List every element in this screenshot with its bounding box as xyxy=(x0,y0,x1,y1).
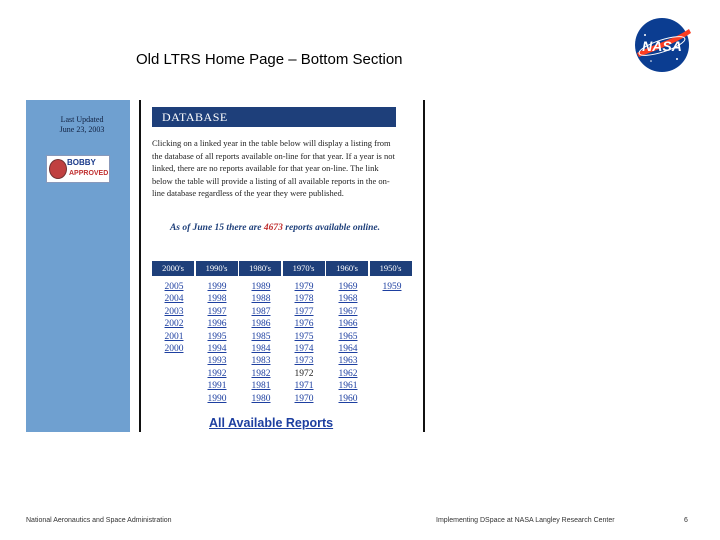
year-link-1993[interactable]: 1993 xyxy=(207,356,227,367)
last-updated xyxy=(36,115,128,135)
divider-left xyxy=(139,100,141,432)
bobby-face-icon xyxy=(49,159,67,179)
database-intro: Clicking on a linked year in the table below will display a listing from the database of all reports available on-line for that year. If a year is not linked, there are no reports available for that year on-line. The link below the table will provide a listing of all available reports in the on-line database regardless of the year they were published. xyxy=(152,138,395,198)
year-link-1959[interactable]: 1959 xyxy=(382,282,402,292)
year-link-1967[interactable]: 1967 xyxy=(338,306,358,317)
year-link-1986[interactable]: 1986 xyxy=(251,319,271,330)
year-link-1977[interactable]: 1977 xyxy=(294,306,314,317)
all-available-reports-link[interactable]: All Available Reports xyxy=(209,416,334,430)
nasa-logo-text: NASA xyxy=(642,38,682,54)
database-header: DATABASE xyxy=(152,107,396,127)
years-1960s xyxy=(328,281,368,405)
decade-1980s: 1980's xyxy=(239,261,282,276)
nasa-logo xyxy=(631,15,693,75)
year-link-1973[interactable]: 1973 xyxy=(294,356,314,367)
year-link-1966[interactable]: 1966 xyxy=(338,319,358,330)
sidebar xyxy=(26,100,130,432)
year-link-1984[interactable]: 1984 xyxy=(251,344,271,355)
decade-header-row xyxy=(152,261,413,276)
year-link-1997[interactable]: 1997 xyxy=(207,306,227,317)
badge-line1: BOBBY xyxy=(67,158,96,167)
ltrs-screenshot xyxy=(26,100,426,432)
years-1980s xyxy=(241,281,281,405)
year-link-1969[interactable]: 1969 xyxy=(338,282,358,292)
year-link-1963[interactable]: 1963 xyxy=(338,356,358,367)
year-link-2001[interactable]: 2001 xyxy=(164,331,184,342)
year-link-1971[interactable]: 1971 xyxy=(294,381,314,392)
year-link-1981[interactable]: 1981 xyxy=(251,381,271,392)
year-link-1965[interactable]: 1965 xyxy=(338,331,358,342)
count-prefix: As of June 15 there are xyxy=(169,223,264,233)
year-link-1968[interactable]: 1968 xyxy=(338,294,358,305)
year-link-1980[interactable]: 1980 xyxy=(251,393,271,404)
decade-1970s: 1970's xyxy=(283,261,326,276)
year-link-1991[interactable]: 1991 xyxy=(207,381,227,392)
year-link-1974[interactable]: 1974 xyxy=(294,344,314,355)
page-number: 6 xyxy=(684,517,688,524)
year-link-1979[interactable]: 1979 xyxy=(294,282,314,292)
last-updated-date: June 23, 2003 xyxy=(59,125,105,134)
slide-title: Old LTRS Home Page – Bottom Section xyxy=(136,51,403,68)
year-link-2005[interactable]: 2005 xyxy=(164,282,184,292)
year-link-2003[interactable]: 2003 xyxy=(164,306,184,317)
year-link-1995[interactable]: 1995 xyxy=(207,331,227,342)
count-number: 4673 xyxy=(263,223,283,233)
divider-right xyxy=(423,100,425,432)
year-link-1988[interactable]: 1988 xyxy=(251,294,271,305)
decade-1960s: 1960's xyxy=(326,261,369,276)
year-link-1996[interactable]: 1996 xyxy=(207,319,227,330)
year-link-1983[interactable]: 1983 xyxy=(251,356,271,367)
years-1990s xyxy=(197,281,237,405)
year-link-1985[interactable]: 1985 xyxy=(251,331,271,342)
year-link-1976[interactable]: 1976 xyxy=(294,319,314,330)
count-suffix: reports available online. xyxy=(282,223,381,233)
year-link-1990[interactable]: 1990 xyxy=(207,393,227,404)
year-link-2000[interactable]: 2000 xyxy=(164,344,184,355)
year-link-1978[interactable]: 1978 xyxy=(294,294,314,305)
year-link-1992[interactable]: 1992 xyxy=(207,368,227,379)
year-link-1962[interactable]: 1962 xyxy=(338,368,358,379)
year-link-1970[interactable]: 1970 xyxy=(294,393,314,404)
year-link-1987[interactable]: 1987 xyxy=(251,306,271,317)
year-link-1994[interactable]: 1994 xyxy=(207,344,227,355)
footer-presentation: Implementing DSpace at NASA Langley Research Center xyxy=(436,517,615,524)
year-link-2004[interactable]: 2004 xyxy=(164,294,184,305)
last-updated-label: Last Updated xyxy=(60,115,104,124)
year-link-1964[interactable]: 1964 xyxy=(338,344,358,355)
year-link-1999[interactable]: 1999 xyxy=(207,282,227,292)
years-2000s xyxy=(154,281,194,355)
year-link-1961[interactable]: 1961 xyxy=(338,381,358,392)
bobby-approved-badge[interactable] xyxy=(46,155,110,183)
years-1950s xyxy=(372,281,412,293)
badge-line2: APPROVED xyxy=(69,170,109,177)
report-count xyxy=(160,223,390,234)
year-link-2002[interactable]: 2002 xyxy=(164,319,184,330)
year-link-1989[interactable]: 1989 xyxy=(251,282,271,292)
decade-1950s: 1950's xyxy=(370,261,413,276)
years-1970s xyxy=(284,281,324,405)
footer-agency: National Aeronautics and Space Administration xyxy=(26,517,172,524)
year-link-1998[interactable]: 1998 xyxy=(207,294,227,305)
year-link-1982[interactable]: 1982 xyxy=(251,368,271,379)
year-link-1972: 1972 xyxy=(294,368,314,379)
decade-1990s: 1990's xyxy=(196,261,239,276)
decade-2000s: 2000's xyxy=(152,261,195,276)
year-link-1975[interactable]: 1975 xyxy=(294,331,314,342)
year-link-1960[interactable]: 1960 xyxy=(338,393,358,404)
